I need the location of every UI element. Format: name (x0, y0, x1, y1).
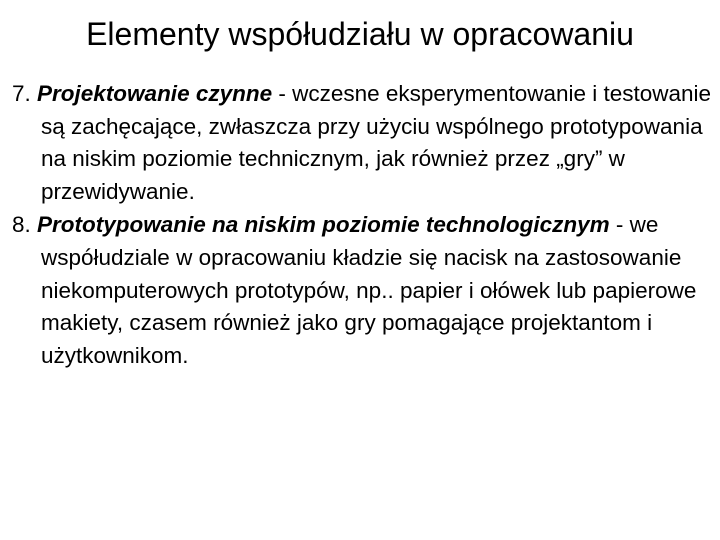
item-number: 7. (12, 81, 31, 106)
list-item (12, 78, 716, 208)
item-description: - we współudziale w opracowaniu kładzie się nacisk na zastosowanie niekomputerowych prototypów, np.. papier i ołówek lub papierowe makiety, czasem również jako gry pomagające projektantom i użytkownikom. (41, 212, 697, 368)
slide-title: Elementy współudziału w opracowaniu (86, 16, 634, 52)
item-description: - wczesne eksperymentowanie i testowanie są zachęcające, zwłaszcza przy użyciu wspólnego prototypowania na niskim poziomie technicznym, jak również przez „gry” w przewidywanie. (41, 81, 712, 204)
list-item (12, 209, 716, 372)
item-term: Projektowanie czynne (37, 81, 273, 106)
item-term: Prototypowanie na niskim poziomie technologicznym (37, 212, 610, 238)
item-number: 8. (12, 212, 31, 238)
slide-content (12, 78, 716, 373)
